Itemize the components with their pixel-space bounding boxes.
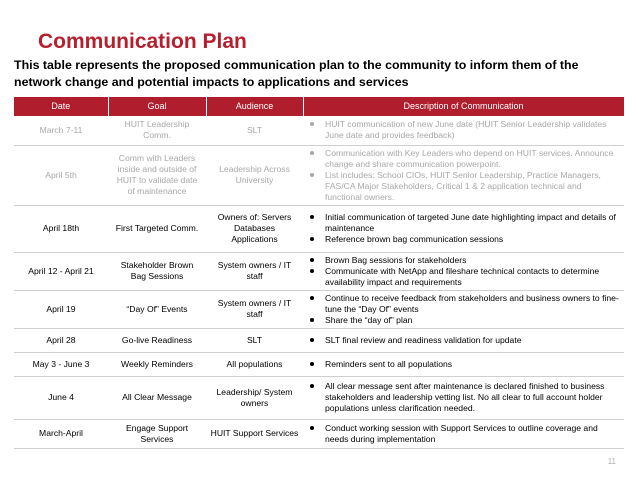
cell-date: April 28 (14, 328, 108, 352)
cell-date: April 12 - April 21 (14, 252, 108, 290)
cell-audience: SLT (206, 328, 303, 352)
description-bullet: All clear message sent after maintenance is declared finished to business stakeholders and leadership vetting list. No all clear to full account holder populations unless clarification needed. (307, 381, 620, 414)
cell-goal: Stakeholder Brown Bag Sessions (108, 252, 206, 290)
header-audience: Audience (206, 97, 303, 116)
cell-description (303, 376, 624, 419)
table-row (14, 352, 624, 376)
description-bullet: Reference brown bag communication sessions (307, 234, 620, 245)
cell-description (303, 116, 624, 145)
description-bullet: List includes: School CIOs, HUIT Senior Leadership, Practice Managers, FAS/CA Major Stakeholders, Critical 1 & 2 application technical and functional owners. (307, 170, 620, 203)
table-row (14, 145, 624, 205)
table-row (14, 419, 624, 448)
cell-goal: Engage Support Services (108, 419, 206, 448)
cell-description (303, 205, 624, 252)
cell-date: March-April (14, 419, 108, 448)
cell-date: April 19 (14, 290, 108, 328)
header-goal: Goal (108, 97, 206, 116)
description-bullet: Brown Bag sessions for stakeholders (307, 255, 620, 266)
communication-plan-table (14, 97, 625, 449)
cell-audience: HUIT Support Services (206, 419, 303, 448)
cell-audience: Leadership Across University (206, 145, 303, 205)
cell-goal: First Targeted Comm. (108, 205, 206, 252)
cell-date: May 3 - June 3 (14, 352, 108, 376)
cell-audience: Leadership/ System owners (206, 376, 303, 419)
table-row (14, 252, 624, 290)
description-bullet: Reminders sent to all populations (307, 359, 620, 370)
table-row (14, 328, 624, 352)
description-bullet: Initial communication of targeted June date highlighting impact and details of maintenance (307, 212, 620, 234)
page-number: 11 (607, 457, 616, 466)
header-description: Description of Communication (303, 97, 624, 116)
cell-description (303, 352, 624, 376)
slide-subtitle: This table represents the proposed communication plan to the community to inform them of the network change and potential impacts to applications and services (14, 58, 579, 89)
slide-title: Communication Plan (38, 30, 247, 53)
description-bullet: HUIT communication of new June date (HUIT Senior Leadership validates June date and provides feedback) (307, 119, 620, 141)
cell-audience: Owners of: Servers Databases Applications (206, 205, 303, 252)
cell-description (303, 290, 624, 328)
cell-audience: All populations (206, 352, 303, 376)
cell-goal: Weekly Reminders (108, 352, 206, 376)
cell-description (303, 252, 624, 290)
description-bullet: Conduct working session with Support Services to outline coverage and needs during implementation (307, 423, 620, 445)
cell-description (303, 328, 624, 352)
cell-audience: System owners / IT staff (206, 290, 303, 328)
table-row (14, 205, 624, 252)
table-header-row (14, 97, 624, 116)
cell-description (303, 145, 624, 205)
cell-goal: All Clear Message (108, 376, 206, 419)
description-bullet: SLT final review and readiness validation for update (307, 335, 620, 346)
cell-date: June 4 (14, 376, 108, 419)
table-row (14, 290, 624, 328)
cell-date: April 18th (14, 205, 108, 252)
description-bullet: Communication with Key Leaders who depend on HUIT services. Announce change and share communication powerpoint. (307, 148, 620, 170)
cell-goal: HUIT Leadership Comm. (108, 116, 206, 145)
description-bullet: Share the “day of” plan (307, 315, 620, 326)
header-date: Date (14, 97, 108, 116)
cell-description (303, 419, 624, 448)
cell-audience: SLT (206, 116, 303, 145)
cell-audience: System owners / IT staff (206, 252, 303, 290)
cell-goal: Comm with Leaders inside and outside of HUIT to validate date of maintenance (108, 145, 206, 205)
cell-goal: “Day Of” Events (108, 290, 206, 328)
cell-date: April 5th (14, 145, 108, 205)
description-bullet: Communicate with NetApp and fileshare technical contacts to determine availability impact and requirements (307, 266, 620, 288)
description-bullet: Continue to receive feedback from stakeholders and business owners to fine-tune the “Day Of” events (307, 293, 620, 315)
cell-date: March 7-11 (14, 116, 108, 145)
cell-goal: Go-live Readiness (108, 328, 206, 352)
table-row (14, 376, 624, 419)
table-row (14, 116, 624, 145)
